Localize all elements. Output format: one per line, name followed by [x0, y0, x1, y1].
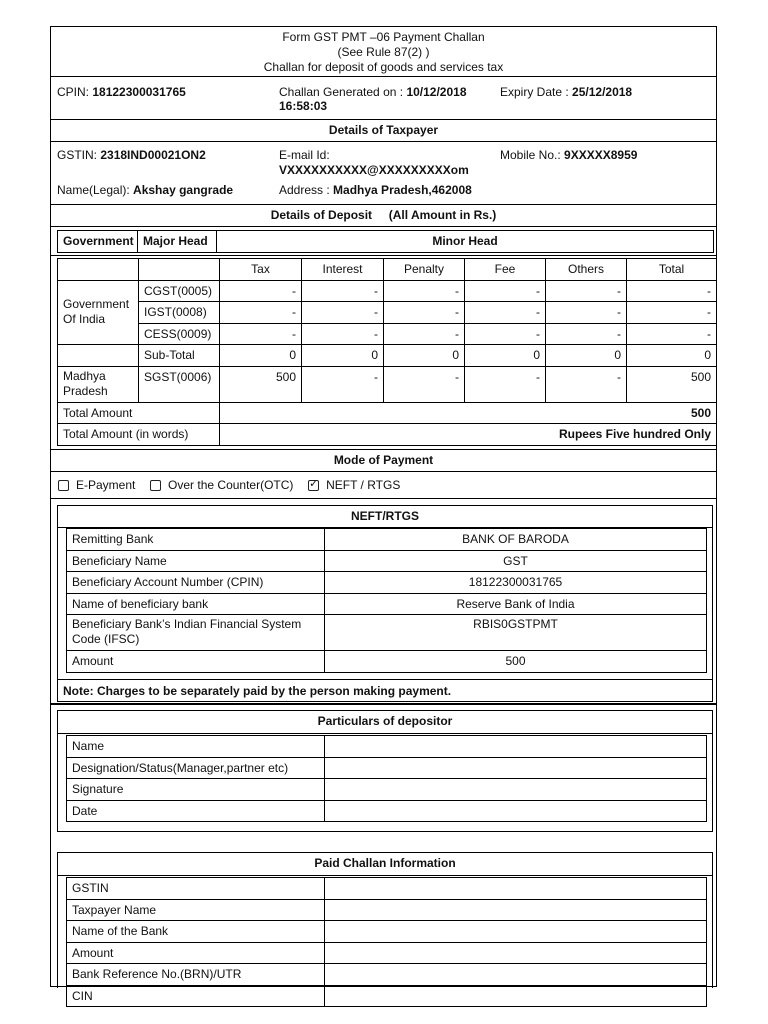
option-neft-rtgs[interactable] [308, 478, 400, 492]
neft-section [51, 499, 716, 705]
table-row [67, 593, 707, 615]
generated-time: 16:58:03 [279, 99, 328, 113]
row-value: 18122300031765 [325, 572, 707, 594]
cell: 500 [627, 366, 717, 402]
col-fee: Fee [465, 259, 546, 281]
taxpayer-section-title: Details of Taxpayer [51, 120, 716, 142]
table-row [67, 779, 707, 801]
cell: - [220, 302, 302, 324]
row-head: SGST(0006) [139, 366, 220, 402]
row-head: Sub-Total [139, 345, 220, 367]
total-amount-row [58, 402, 717, 424]
email-label: E-mail Id: [279, 148, 330, 162]
payment-mode-title: Mode of Payment [51, 450, 716, 472]
head-table-row [51, 227, 716, 256]
checkbox-icon[interactable] [58, 480, 69, 491]
head-col-government: Government [58, 231, 138, 253]
depositor-section [51, 707, 716, 1003]
row-value [325, 757, 707, 779]
cell: - [546, 366, 627, 402]
option-e-payment[interactable] [58, 478, 139, 492]
mobile-value: 9XXXXX8959 [564, 148, 638, 162]
cell: - [627, 280, 717, 302]
deposit-note: (All Amount in Rs.) [388, 208, 497, 222]
checkbox-icon[interactable] [150, 480, 161, 491]
row-label: Name of the Bank [67, 921, 325, 943]
cpin-value: 18122300031765 [92, 85, 186, 99]
cell: - [302, 366, 384, 402]
address-value: Madhya Pradesh,462008 [333, 183, 472, 197]
cell: - [465, 366, 546, 402]
table-row [67, 572, 707, 594]
row-value [325, 985, 707, 1007]
row-label: Taxpayer Name [67, 899, 325, 921]
table-row [67, 757, 707, 779]
payment-mode-options [51, 472, 716, 499]
deposit-title: Details of Deposit [270, 208, 373, 222]
row-head: CGST(0005) [139, 280, 220, 302]
row-label: Amount [67, 651, 325, 673]
table-row [67, 878, 707, 900]
gstin-value: 2318IND00021ON2 [100, 148, 206, 162]
cell: - [546, 302, 627, 324]
row-label: Name of beneficiary bank [67, 593, 325, 615]
cell: - [384, 302, 465, 324]
col-total: Total [627, 259, 717, 281]
table-row [67, 964, 707, 986]
total-words-value: Rupees Five hundred Only [220, 424, 717, 446]
col-interest: Interest [302, 259, 384, 281]
table-row [67, 615, 707, 651]
row-label: Beneficiary Account Number (CPIN) [67, 572, 325, 594]
gov-india-label: Government Of India [58, 280, 139, 345]
row-label: CIN [67, 985, 325, 1007]
state-label: Madhya Pradesh [58, 366, 139, 402]
table-row [67, 550, 707, 572]
cell: - [384, 323, 465, 345]
head-table [57, 230, 714, 253]
row-value [325, 779, 707, 801]
row-label: Beneficiary Bank’s Indian Financial System Code (IFSC) [67, 615, 325, 651]
cell: - [465, 302, 546, 324]
paid-challan-table [66, 877, 707, 1007]
total-amount-value: 500 [220, 402, 717, 424]
address-label: Address : [279, 183, 330, 197]
row-label: Designation/Status(Manager,partner etc) [67, 757, 325, 779]
legal-name-value: Akshay gangrade [133, 183, 234, 197]
row-value [325, 736, 707, 758]
neft-title: NEFT/RTGS [57, 507, 713, 528]
generated-date: 10/12/2018 [406, 85, 467, 99]
challan-form [50, 26, 717, 1003]
table-row [67, 651, 707, 673]
depositor-title: Particulars of depositor [57, 711, 713, 734]
row-value: BANK OF BARODA [325, 529, 707, 551]
cell: - [627, 323, 717, 345]
neft-table [66, 528, 707, 673]
deposit-section-title [51, 205, 716, 227]
row-value [325, 878, 707, 900]
cell: - [465, 323, 546, 345]
cell: 0 [465, 345, 546, 367]
row-label: Date [67, 800, 325, 822]
challan-info-row [51, 77, 716, 120]
option-label: E-Payment [76, 478, 136, 492]
table-row [58, 302, 717, 324]
email-value: VXXXXXXXXXX@XXXXXXXXXom [279, 163, 469, 177]
table-row [58, 323, 717, 345]
col-others: Others [546, 259, 627, 281]
checked-checkbox-icon[interactable]: ✓ [309, 478, 319, 490]
gstin-label: GSTIN: [57, 148, 98, 162]
total-words-row [58, 424, 717, 446]
option-label: NEFT / RTGS [326, 478, 401, 492]
total-amount-label: Total Amount [58, 402, 220, 424]
cpin-label: CPIN: [57, 85, 90, 99]
neft-note: Note: Charges to be separately paid by the person making payment. [57, 679, 713, 701]
generated-label: Challan Generated on : [279, 85, 404, 99]
row-label: Name [67, 736, 325, 758]
row-value [325, 899, 707, 921]
cell: - [302, 280, 384, 302]
table-row [67, 800, 707, 822]
row-value: RBIS0GSTPMT [325, 615, 707, 651]
table-row [67, 529, 707, 551]
cell: - [546, 280, 627, 302]
expiry-value: 25/12/2018 [572, 85, 633, 99]
state-row [58, 366, 717, 402]
cell: 0 [302, 345, 384, 367]
cell: 0 [384, 345, 465, 367]
cell: 500 [220, 366, 302, 402]
paid-challan-title: Paid Challan Information [57, 853, 713, 876]
row-value: GST [325, 550, 707, 572]
cell: - [384, 366, 465, 402]
col-penalty: Penalty [384, 259, 465, 281]
row-value [325, 964, 707, 986]
depositor-table [66, 735, 707, 822]
form-header [51, 27, 716, 77]
cell: - [465, 280, 546, 302]
cell: - [220, 323, 302, 345]
col-tax: Tax [220, 259, 302, 281]
cell: - [627, 302, 717, 324]
form-title: Form GST PMT –06 Payment Challan [282, 30, 485, 44]
head-col-minor: Minor Head [217, 231, 714, 253]
subtotal-row [58, 345, 717, 367]
table-row [67, 921, 707, 943]
row-label: Amount [67, 942, 325, 964]
option-otc[interactable] [150, 478, 297, 492]
table-row [67, 985, 707, 1007]
head-col-major: Major Head [138, 231, 217, 253]
row-value: Reserve Bank of India [325, 593, 707, 615]
table-row [67, 899, 707, 921]
cell: 0 [627, 345, 717, 367]
row-label: Beneficiary Name [67, 550, 325, 572]
row-value [325, 942, 707, 964]
cell: - [302, 302, 384, 324]
form-subtitle: Challan for deposit of goods and services tax [263, 60, 504, 74]
row-label: Bank Reference No.(BRN)/UTR [67, 964, 325, 986]
form-rule: (See Rule 87(2) ) [337, 45, 430, 59]
table-row [67, 736, 707, 758]
cell: - [546, 323, 627, 345]
option-label: Over the Counter(OTC) [168, 478, 294, 492]
cell: - [384, 280, 465, 302]
cell: - [220, 280, 302, 302]
cell: - [302, 323, 384, 345]
expiry-label: Expiry Date : [500, 85, 569, 99]
row-value [325, 800, 707, 822]
cell: 0 [220, 345, 302, 367]
row-label: Signature [67, 779, 325, 801]
mobile-label: Mobile No.: [500, 148, 561, 162]
row-head: IGST(0008) [139, 302, 220, 324]
cell: 0 [546, 345, 627, 367]
amount-header-row [58, 259, 717, 281]
row-head: CESS(0009) [139, 323, 220, 345]
amount-table-row [51, 256, 716, 450]
row-label: GSTIN [67, 878, 325, 900]
row-value [325, 921, 707, 943]
table-row [67, 942, 707, 964]
row-value: 500 [325, 651, 707, 673]
row-label: Remitting Bank [67, 529, 325, 551]
taxpayer-details [51, 142, 716, 205]
legal-name-label: Name(Legal): [57, 183, 130, 197]
total-words-label: Total Amount (in words) [58, 424, 220, 446]
table-row [58, 280, 717, 302]
amount-table [57, 258, 717, 446]
